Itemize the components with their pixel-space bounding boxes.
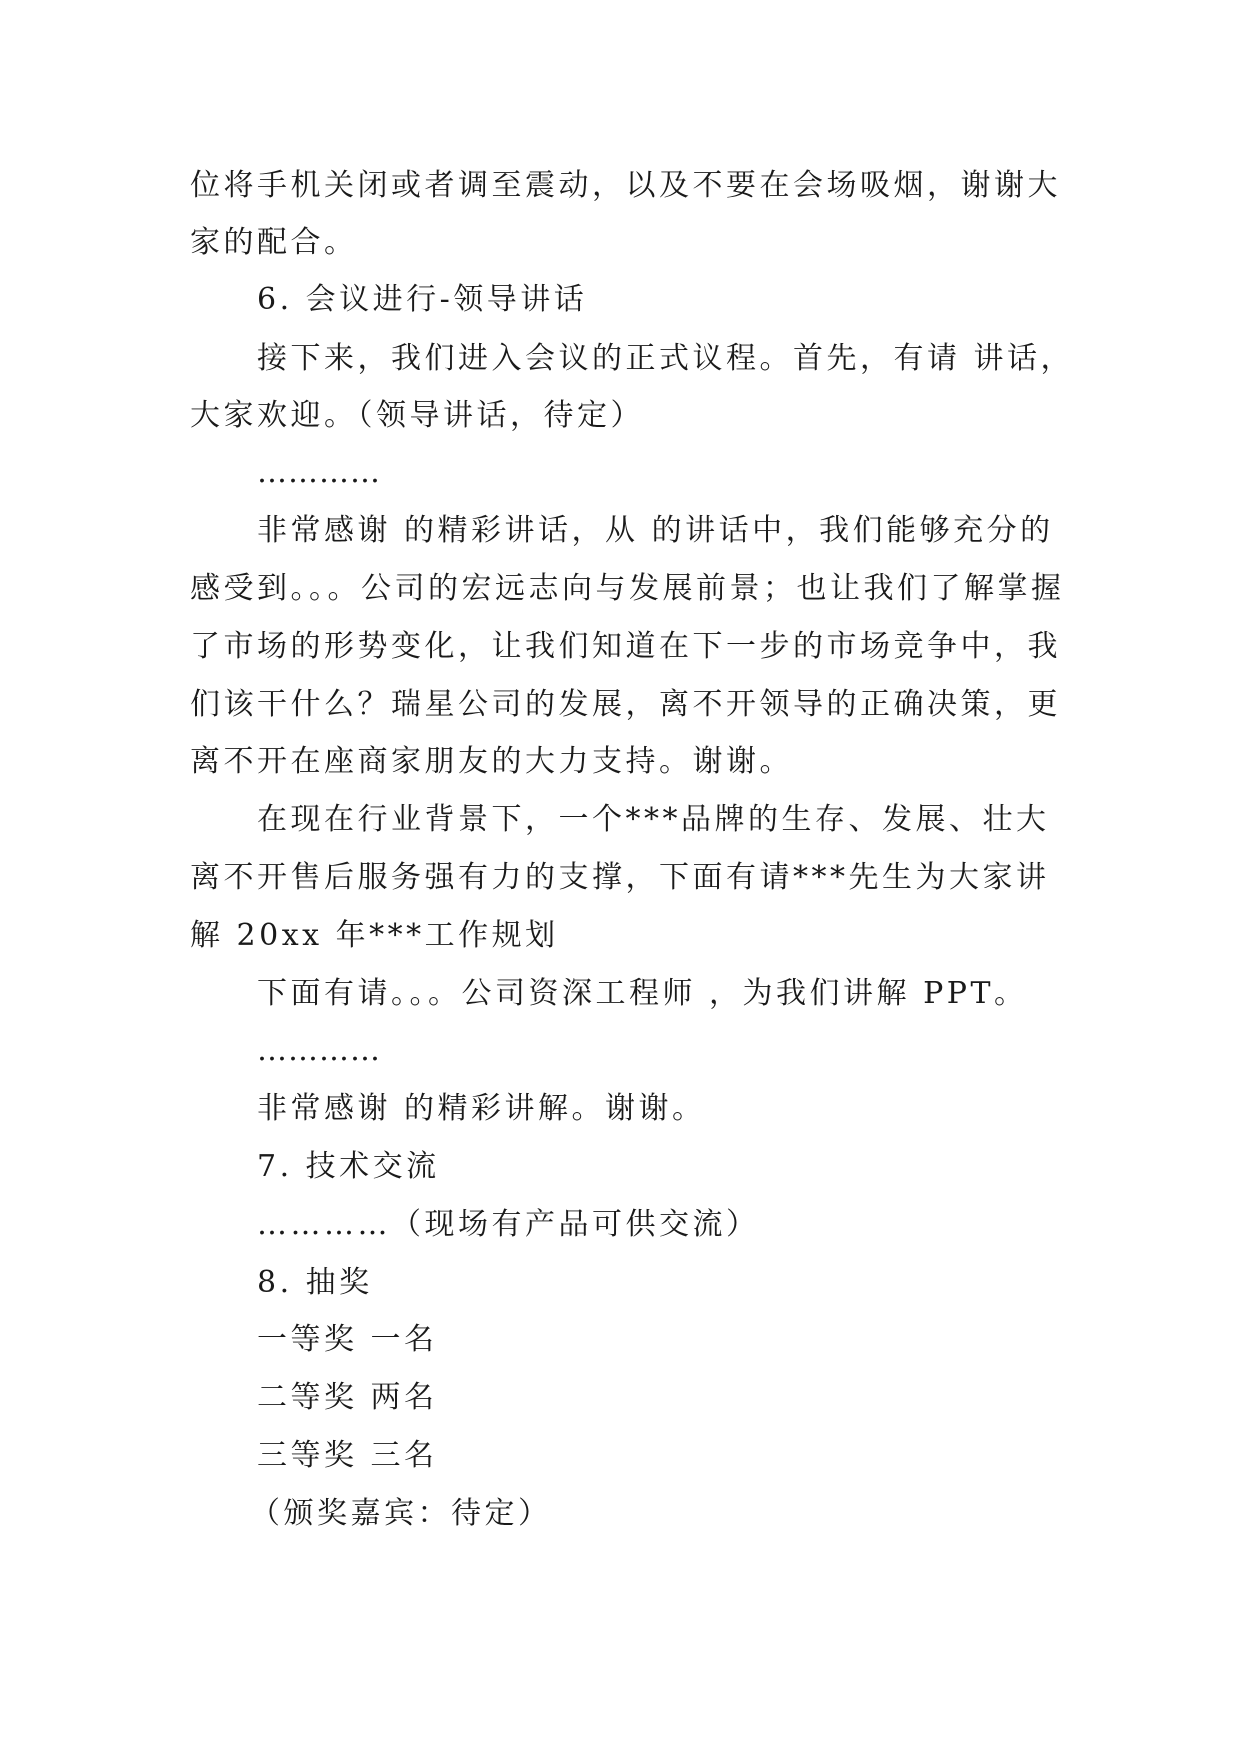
prize-line: 三等奖 三名 [257, 1438, 438, 1473]
paragraph-line: （颁奖嘉宾：待定） [250, 1496, 552, 1531]
section-heading-tech: 7. 技术交流 [257, 1149, 440, 1184]
paragraph-line: 离不开在座商家朋友的大力支持。谢谢。 [190, 744, 793, 779]
paragraph-line: 离不开售后服务强有力的支撑，下面有请***先生为大家讲 [190, 860, 1050, 895]
paragraph-line: …………（现场有产品可供交流） [257, 1207, 760, 1242]
prize-line: 一等奖 一名 [257, 1322, 438, 1357]
paragraph-line: 家的配合。 [190, 225, 358, 260]
paragraph-line: 们该干什么？瑞星公司的发展，离不开领导的正确决策，更 [190, 687, 1061, 722]
paragraph-line: 非常感谢 的精彩讲解。谢谢。 [257, 1091, 706, 1126]
section-heading-meeting: 6. 会议进行-领导讲话 [257, 282, 588, 317]
paragraph-line: 非常感谢 的精彩讲话，从 的讲话中，我们能够充分的 [257, 513, 1054, 548]
paragraph-line: 感受到。。。公司的宏远志向与发展前景；也让我们了解掌握 [190, 571, 1065, 606]
section-heading-lottery: 8. 抽奖 [257, 1265, 373, 1300]
prize-line: 二等奖 两名 [257, 1380, 438, 1415]
ellipsis-line: ………… [257, 455, 381, 490]
paragraph-line: 解 20xx 年***工作规划 [190, 918, 559, 953]
paragraph-line: 下面有请。。。公司资深工程师 ，为我们讲解 PPT。 [257, 976, 1028, 1011]
paragraph-line: 位将手机关闭或者调至震动，以及不要在会场吸烟，谢谢大 [190, 168, 1061, 203]
paragraph-line: 了市场的形势变化，让我们知道在下一步的市场竞争中，我 [190, 629, 1061, 664]
paragraph-line: 在现在行业背景下，一个***品牌的生存、发展、壮大 [257, 802, 1050, 837]
ellipsis-line: ………… [257, 1033, 381, 1068]
paragraph-line: 接下来，我们进入会议的正式议程。首先，有请 讲话， [257, 341, 1075, 376]
paragraph-line: 大家欢迎。（领导讲话，待定） [190, 398, 644, 433]
